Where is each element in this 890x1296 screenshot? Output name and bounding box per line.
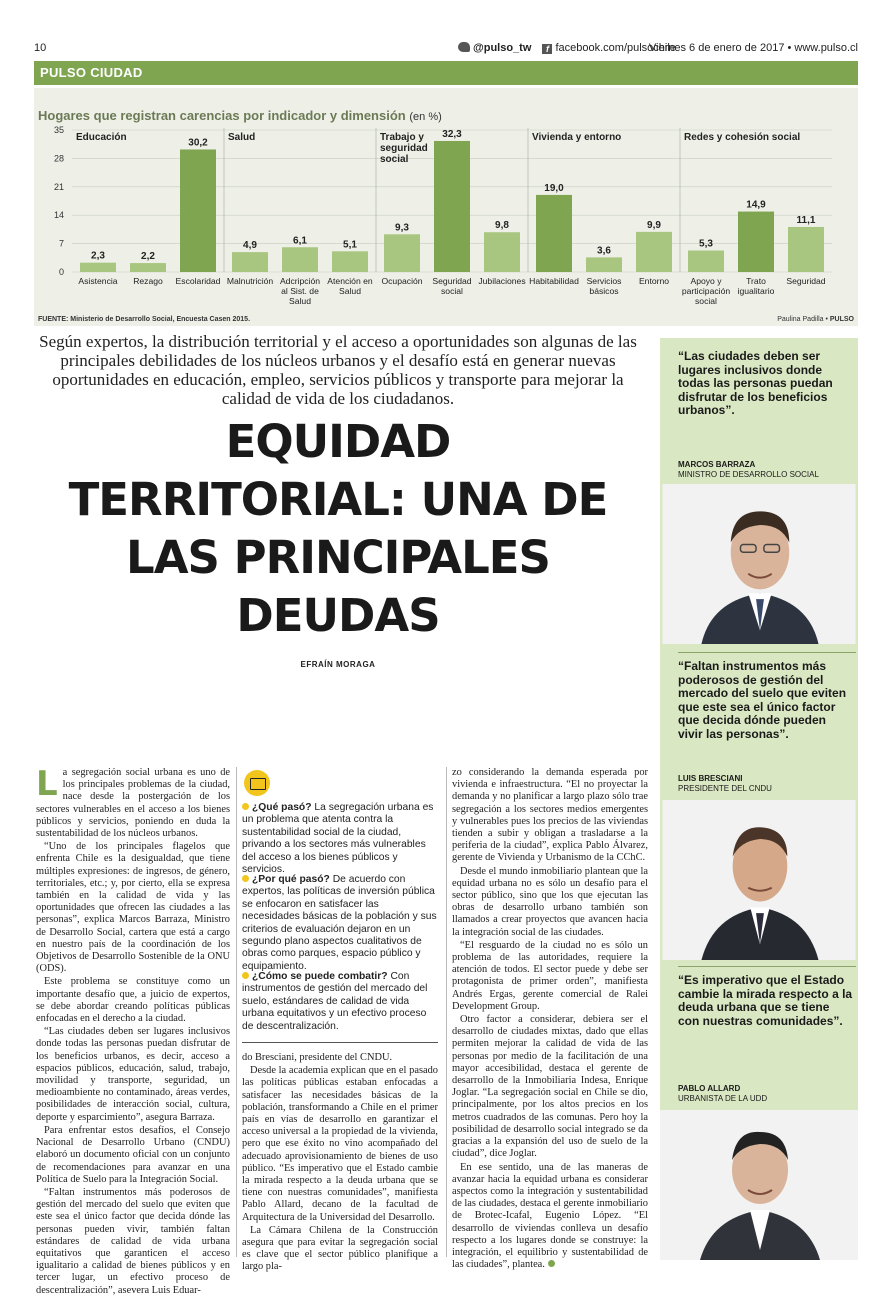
- x-tick-label: Entorno: [638, 276, 670, 286]
- headline-line: DEUDAS: [236, 589, 440, 642]
- x-tick-label: Malnutrición: [226, 276, 274, 286]
- chart-unit: (en %): [409, 111, 442, 123]
- question-why: ¿Por qué pasó? De acuerdo con expertos, las políticas de inversión pública se enfocaron en satisfacer las necesidades básicas de la población y sus criterios de evaluación dejaron en un segundo plano aspectos cualitativos de obras como parques, espacio público y equipamiento.: [242, 874, 437, 972]
- box-divider: [242, 1042, 438, 1043]
- data-label: 9,3: [395, 222, 409, 234]
- bar: [232, 252, 268, 272]
- bar-chart: [34, 88, 858, 326]
- person-role: MINISTRO DE DESARROLLO SOCIAL: [678, 470, 819, 479]
- person-role: URBANISTA DE LA UDD: [678, 1094, 768, 1103]
- end-mark-icon: [548, 1260, 555, 1267]
- paragraph: “Las ciudades deben ser lugares inclusivos donde todas las personas puedan disfrutar de los beneficios urbanos, es decir, acceso a espacios públicos, educación, salud, trabajo, movilidad y transporte, seguridad, un medioambiente no contaminado, áreas verdes, posibilidades de interacción social, cultura, deporte y esparcimiento”, asegura Barraza.: [36, 1026, 230, 1123]
- data-label: 11,1: [796, 214, 816, 226]
- drop-cap: L: [36, 764, 58, 804]
- article-column-2: [242, 1052, 438, 1275]
- twitter-handle[interactable]: @pulso_tw: [458, 42, 531, 54]
- paragraph: Otro factor a considerar, debiera ser el desarrollo de ciudades mixtas, dado que ellas permiten mejorar la calidad de vida de las personas por medio de la facilitación de una mayor accesibilidad, destaca el gerente de desarrollo de la Inmobiliaria Indesa, Enrique Joglar. “La segregación social en Chile se dio, principalmente, por los altos precios en los metros cuadrados de las comunas. Pero hoy la posibilidad de desarrollo social integrado se da gracias a la expansión del uso de suelo de la ciudad”, dice Joglar.: [452, 1014, 648, 1160]
- x-tick-label: Atención en: [327, 276, 373, 286]
- y-tick-label: 0: [58, 267, 64, 277]
- paragraph: “Faltan instrumentos más poderosos de gestión del mercado del suelo que eviten que este sea el único factor que decida dónde las personas pueden vivir, también faltan estándares de calidad de vida urbana equitativos que garanticen el acceso igualitario a calidad de bienes públicos y en tercer lugar, un efectivo proceso de descentralización”, asevera Luis Eduar-: [36, 1186, 230, 1296]
- bullet-icon: [242, 972, 249, 979]
- x-tick-label: Escolaridad: [175, 276, 221, 286]
- folder-icon: [244, 770, 270, 796]
- bar: [788, 227, 824, 272]
- x-tick-label: Habitabilidad: [529, 276, 579, 286]
- twitter-icon: [458, 42, 470, 52]
- group-label: seguridad: [380, 143, 428, 154]
- x-tick-label: Salud: [339, 286, 361, 296]
- quote-text: “Faltan instrumentos más poderosos de gestión del mercado del suelo que eviten que este sea el único factor que decida dónde pueden vivir las personas”.: [678, 659, 847, 741]
- quote-text: “Es imperativo que el Estado cambie la mirada respecto a la deuda urbana que se tiene con nuestras comunidades”.: [678, 973, 853, 1028]
- y-tick-label: 35: [53, 125, 64, 135]
- data-label: 9,8: [495, 220, 509, 232]
- divider: [678, 966, 856, 967]
- question-how: ¿Cómo se puede combatir? Con instrumentos de gestión del mercado del suelo, estándares de calidad de vida urbana equitativos y un efectivo proceso de descentralización.: [242, 971, 428, 1032]
- data-label: 6,1: [293, 235, 307, 247]
- x-tick-label: Servicios: [586, 276, 622, 286]
- x-tick-label: Rezago: [133, 276, 163, 286]
- bar: [536, 195, 572, 272]
- data-label: 19,0: [544, 182, 564, 194]
- data-label: 5,3: [699, 238, 713, 250]
- x-tick-label: Adcripción: [279, 276, 321, 286]
- bar: [332, 251, 368, 272]
- x-tick-label: al Sist. de: [281, 286, 319, 296]
- facebook-link[interactable]: f facebook.com/pulsochile: [542, 42, 683, 54]
- bar: [384, 234, 420, 272]
- group-label: Salud: [228, 132, 256, 143]
- chart-title: Hogares que registran carencias por indicador y dimensión (en %): [38, 108, 442, 123]
- headline-line: LAS PRINCIPALES: [126, 531, 550, 584]
- paragraph: a segregación social urbana es uno de los principales problemas de la ciudad, nace desde la postergación de los sectores vulnerables en el acceso a los bienes públicos y servicios, poniendo en duda la sustentabilidad de los núcleos urbanos.: [36, 767, 230, 840]
- column-rule: [236, 767, 237, 1257]
- bar: [434, 141, 470, 272]
- headline-line: EQUIDAD: [225, 415, 451, 468]
- group-label: Vivienda y entorno: [532, 132, 622, 143]
- section-bar: [34, 61, 858, 85]
- chart-source: FUENTE: Ministerio de Desarrollo Social, Encuesta Casen 2015.: [38, 316, 251, 323]
- bar: [80, 263, 116, 272]
- data-label: 2,2: [141, 251, 155, 263]
- y-tick-label: 7: [58, 238, 64, 249]
- paragraph: La Cámara Chilena de la Construcción asegura que para evitar la segregación social es clave que el sector público planifique a largo pla-: [242, 1224, 438, 1273]
- bar: [738, 212, 774, 272]
- person-name: LUIS BRESCIANI: [678, 774, 743, 783]
- bar: [688, 250, 724, 272]
- divider: [678, 652, 856, 653]
- column-rule: [446, 767, 447, 1257]
- paragraph: Desde el mundo inmobiliario plantean que la equidad urbana no es sólo un desafío para el sector público, sino que los que ejecutan las obras de desarrollo urbano también son llamados a crear proyectos que avancen hacia la integración social de las ciudades.: [452, 865, 648, 938]
- facebook-icon: f: [542, 44, 552, 54]
- data-label: 2,3: [91, 250, 105, 262]
- paragraph: Para enfrentar estos desafíos, el Consejo Nacional de Desarrollo Urbano (CNDU) elaboró un documento oficial con un conjunto de recomendaciones para avanzar en una Política de Suelo para la Integración Social.: [36, 1124, 230, 1185]
- date-and-site: Viernes 6 de enero de 2017 • www.pulso.cl: [648, 42, 858, 54]
- paragraph: “El resguardo de la ciudad no es sólo un problema de las autoridades, requiere la atención de todos. El sector puede y debe ser protagonista de primer orden”, manifiesta Andrés Ergas, gerente comercial de Ralei Development Group.: [452, 939, 648, 1012]
- y-tick-label: 21: [53, 181, 64, 192]
- portrait-photo: [660, 484, 858, 644]
- quote-text: “Las ciudades deben ser lugares inclusivos donde todas las personas puedan disfrutar de los beneficios urbanos”.: [678, 349, 833, 417]
- data-label: 30,2: [188, 137, 208, 149]
- x-tick-label: Seguridad: [432, 276, 472, 286]
- x-tick-label: participación: [681, 286, 731, 296]
- portrait-photo: [660, 1110, 858, 1260]
- person-name: PABLO ALLARD: [678, 1084, 741, 1093]
- x-tick-label: Trato: [746, 276, 766, 286]
- x-tick-label: Jubilaciones: [478, 276, 526, 286]
- group-label: Educación: [76, 132, 127, 143]
- person-role: PRESIDENTE DEL CNDU: [678, 784, 772, 793]
- x-tick-label: Asistencia: [78, 276, 118, 286]
- group-label: Redes y cohesión social: [684, 132, 801, 143]
- paragraph: Desde la academia explican que en el pasado las políticas públicas estaban enfocadas a satisfacer las necesidades básicas de la población, transformando a Chile en el primer país en vías de desarrollo en garantizar el acceso universal a la propiedad de la vivienda, pero que ese éxito no vino acompañado del adecuado aprovisionamiento de bienes de uso público. “Es imperativo que el Estado cambie la mirada respecto a la deuda urbana que se tiene con nuestras comunidades”, manifiesta Pablo Allard, decano de la facultad de Arquitectura de la Universidad del Desarrollo.: [242, 1065, 438, 1223]
- x-tick-label: Apoyo y: [690, 276, 722, 286]
- x-tick-label: Salud: [289, 296, 311, 306]
- bar: [130, 263, 166, 272]
- chart-credit: Paulina Padilla • PULSO: [777, 316, 854, 323]
- y-tick-label: 28: [53, 153, 64, 164]
- page-header: [34, 38, 858, 58]
- bullet-icon: [242, 803, 249, 810]
- data-label: 32,3: [442, 128, 462, 140]
- portrait-photo: [660, 800, 858, 960]
- byline: EFRAÍN MORAGA: [300, 660, 376, 669]
- paragraph: zo considerando la demanda esperada por vivienda e infraestructura. “El no proyectar la demanda y no planificar a largo plazo sólo trae segregación a los sectores medios emergentes y vulnerables pues los precios de las viviendas tienden a subir y obligan a trasladarse a la periferia de la ciudad”, explica Pablo Álvarez, gerente de Vivienda y Urbanismo de la CChC.: [452, 767, 648, 864]
- bar: [636, 232, 672, 272]
- article-column-1: [36, 764, 230, 1296]
- bar: [180, 149, 216, 272]
- x-tick-label: social: [695, 296, 717, 306]
- chart-svg: [34, 88, 858, 326]
- paragraph: Este problema se constituye como un importante desafío que, a juicio de expertos, se debe abordar creando políticas públicas enfocadas en el derecho a la ciudad.: [36, 976, 230, 1025]
- data-label: 5,1: [343, 239, 357, 251]
- paragraph: do Bresciani, presidente del CNDU.: [242, 1052, 393, 1063]
- quotes-sidebar: [660, 338, 858, 1260]
- bar: [484, 232, 520, 272]
- data-label: 14,9: [746, 199, 766, 211]
- x-tick-label: Seguridad: [786, 276, 826, 286]
- headline-line: TERRITORIAL: UNA DE: [68, 473, 608, 526]
- group-label: social: [380, 154, 409, 165]
- person-name: MARCOS BARRAZA: [678, 460, 756, 469]
- data-label: 9,9: [647, 219, 661, 231]
- section-title: PULSO CIUDAD: [40, 65, 143, 80]
- bar: [586, 257, 622, 272]
- article-lead: Según expertos, la distribución territorial y el acceso a oportunidades son algunas de las principales debilidades de los núcleos urbanos y el desafío está en generar nuevas oportunidades en educación, empleo, servicios públicos y transporte para mejorar la calidad de vida de los ciudadanos.: [39, 332, 637, 408]
- bar: [282, 247, 318, 272]
- x-tick-label: igualitario: [737, 286, 775, 296]
- group-label: Trabajo y: [380, 132, 424, 143]
- x-tick-label: social: [441, 286, 463, 296]
- x-tick-label: básicos: [589, 286, 619, 296]
- bullet-icon: [242, 875, 249, 882]
- y-tick-label: 14: [53, 210, 64, 221]
- question-what: ¿Qué pasó? La segregación urbana es un problema que atenta contra la sustentabilidad social de la ciudad, privando a los sectores más vulnerables del acceso a los bienes públicos y servicios.: [242, 802, 434, 876]
- data-label: 3,6: [597, 245, 611, 257]
- article-column-3: [452, 767, 648, 1272]
- x-tick-label: Ocupación: [381, 276, 423, 286]
- paragraph: “Uno de los principales flagelos que enfrenta Chile es la desigualdad, que tiene múltiples expresiones: de ingresos, de género, territoriales, etc.; y, por cierto, ella se expresa también en la calidad de vida y las oportunidades que ofrecen las ciudades a las personas”, explica Marcos Barraza, Ministro de Desarrollo Social, cartera que está a cargo en nuestro país de la coordinación de los Objetivos de Desarrollo Sostenible de la ONU (ODS).: [36, 841, 230, 975]
- page-number: 10: [34, 42, 47, 54]
- paragraph: En ese sentido, una de las maneras de avanzar hacia la equidad urbana es considerar aspectos como la integración y sustentabilidad de las ciudades, destaca el gerente inmobiliario de Brotec-Icafal, Eugenio López. “El desarrollo de viviendas conlleva un desafío respecto a los lugares donde se construye: la integración, el equilibrio y sustentabilidad de las ciudades”, plantea.: [452, 1161, 648, 1271]
- data-label: 4,9: [243, 240, 257, 252]
- article-headline: [36, 413, 640, 645]
